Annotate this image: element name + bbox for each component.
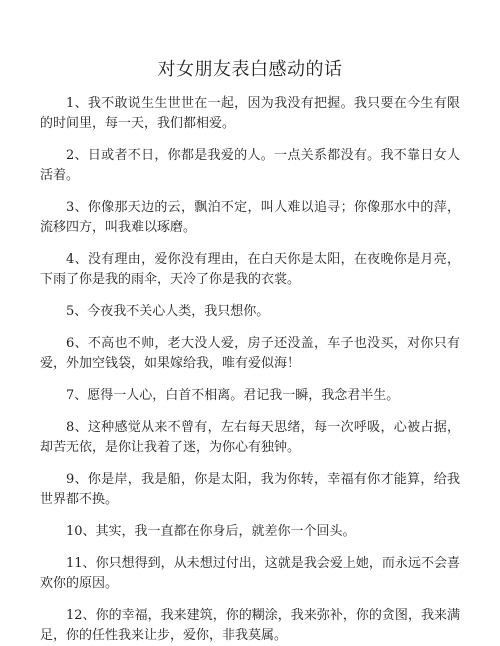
item-list: [40, 94, 460, 646]
list-item: 5、今夜我不关心人类，我只想你。: [66, 304, 270, 319]
list-item: 2、日或者不日，你都是我爱的人。一点关系都没有。我不靠日女人活着。: [40, 148, 460, 183]
list-item: 7、愿得一人心，白首不相离。君记我一瞬，我念君半生。: [66, 388, 400, 403]
list-item: 6、不高也不帅，老大没人爱，房子还没盖，车子也没买，对你只有爱，外加空钱袋，如果嫁给我，唯有爱似海！: [40, 336, 460, 371]
list-item: 1、我不敢说生生世世在一起，因为我没有把握。我只要在今生有限的时间里，每一天，我们都相爱。: [40, 96, 460, 131]
document-title: 对女朋友表白感动的话: [157, 59, 343, 80]
list-item: 4、没有理由，爱你没有理由，在白天你是太阳，在夜晚你是月亮，下雨了你是我的雨伞，天冷了你是我的衣裳。: [40, 252, 460, 287]
list-item: 8、这种感觉从来不曾有，左右每天思绪，每一次呼吸，心被占据，却苦无依，是你让我着了迷，为你心有独钟。: [40, 420, 460, 455]
list-item: 11、你只想得到，从未想过付出，这就是我会爱上她，而永远不会喜欢你的原因。: [40, 556, 460, 591]
list-item: 12、你的幸福，我来建筑，你的糊涂，我来弥补，你的贪图，我来满足，你的任性我来让步，爱你，非我莫属。: [40, 608, 460, 643]
list-item: 9、你是岸，我是船，你是太阳，我为你转，幸福有你才能算，给我世界都不换。: [40, 472, 460, 507]
list-item: 10、其实，我一直都在你身后，就差你一个回头。: [66, 524, 356, 539]
list-item: 3、你像那天边的云，飘泊不定，叫人难以追寻；你像那水中的萍，流移四方，叫我难以琢磨。: [40, 200, 460, 235]
